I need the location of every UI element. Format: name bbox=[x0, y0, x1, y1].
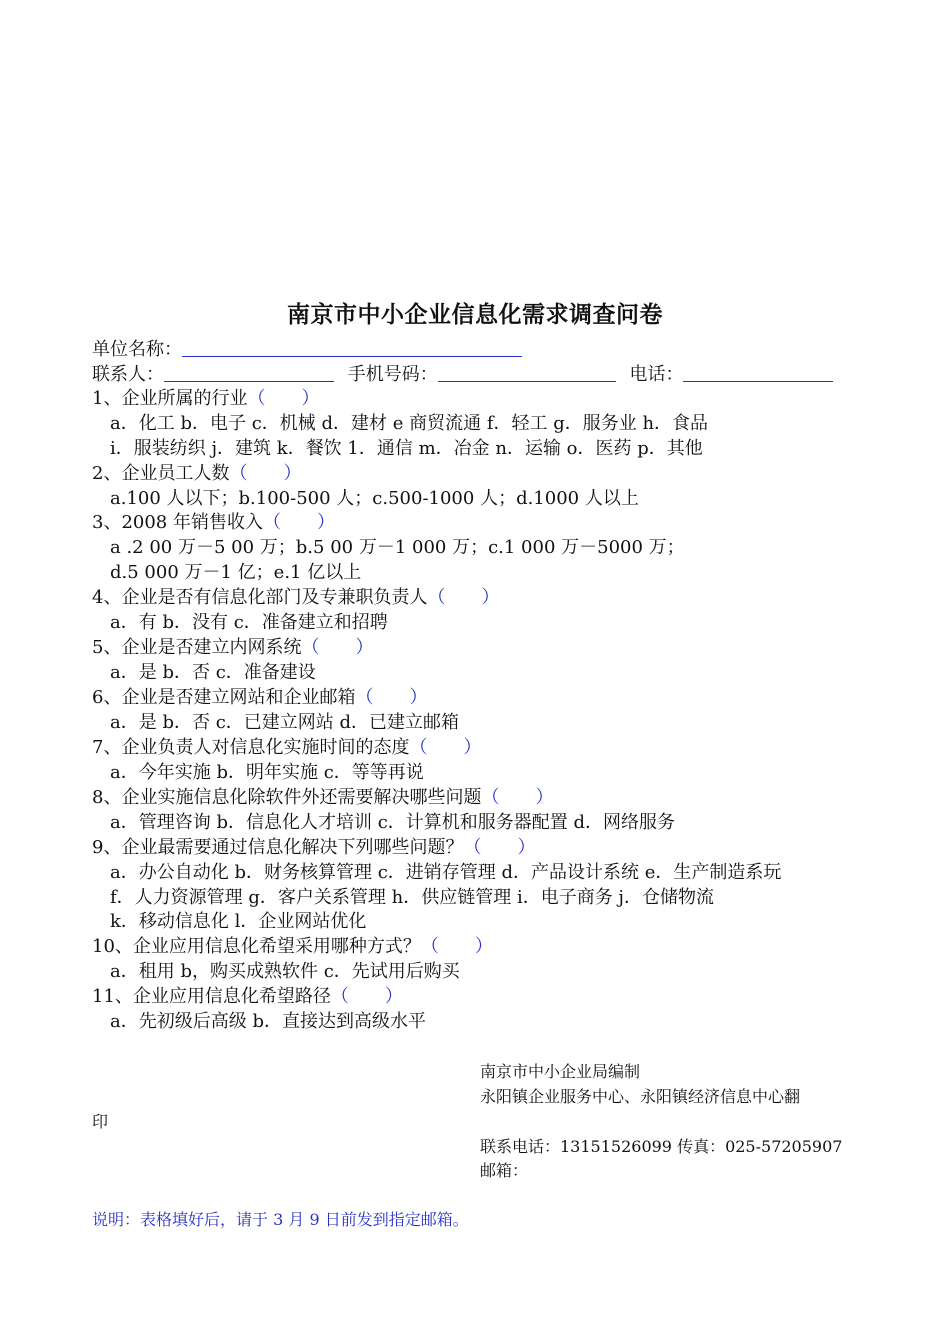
options-line: a．是 b．否 c．准备建设 bbox=[110, 662, 316, 683]
question-1 bbox=[92, 387, 319, 411]
compiled-by: 南京市中小企业局编制 bbox=[480, 1062, 641, 1081]
question-text: 10、企业应用信息化希望采用哪种方式？ bbox=[92, 936, 421, 957]
phone-label: 电话： bbox=[629, 364, 684, 385]
question-text: 4、企业是否有信息化部门及专兼职负责人 bbox=[92, 587, 428, 608]
question-6 bbox=[92, 686, 427, 710]
mobile-label: 手机号码： bbox=[347, 364, 438, 385]
question-text: 1、企业所属的行业 bbox=[92, 388, 248, 409]
question-text: 6、企业是否建立网站和企业邮箱 bbox=[92, 687, 356, 708]
phone-field[interactable] bbox=[683, 363, 833, 382]
instruction-note: 说明：表格填好后，请于 3 月 9 日前发到指定邮箱。 bbox=[92, 1210, 469, 1229]
contact-field[interactable] bbox=[164, 363, 334, 382]
question-3 bbox=[92, 511, 335, 535]
answer-blank[interactable]: （ ） bbox=[355, 687, 428, 708]
answer-blank[interactable]: （ ） bbox=[301, 637, 374, 658]
answer-blank[interactable]: （ ） bbox=[463, 837, 536, 858]
options-line: a.100 人以下；b.100-500 人；c.500-1000 人；d.1000 人以上 bbox=[110, 488, 639, 509]
question-8 bbox=[92, 786, 553, 810]
options-line: a．化工 b．电子 c．机械 d．建材 e 商贸流通 f．轻工 g．服务业 h．食品 bbox=[110, 413, 709, 434]
unit-name-field[interactable] bbox=[182, 338, 522, 357]
options-line: a．租用 b，购买成熟软件 c．先试用后购买 bbox=[110, 961, 460, 982]
question-4 bbox=[92, 586, 499, 610]
options-line: i．服装纺织 j．建筑 k．餐饮 1．通信 m．冶金 n．运输 o．医药 p．其他 bbox=[110, 438, 703, 459]
unit-name-row bbox=[92, 338, 522, 362]
unit-name-label: 单位名称： bbox=[92, 339, 182, 360]
question-text: 11、企业应用信息化希望路径 bbox=[92, 986, 331, 1007]
question-text: 9、企业最需要通过信息化解决下列哪些问题？ bbox=[92, 837, 464, 858]
options-line: a．今年实施 b．明年实施 c．等等再说 bbox=[110, 762, 424, 783]
options-line: d.5 000 万－1 亿；e.1 亿以上 bbox=[110, 562, 362, 583]
question-2 bbox=[92, 462, 301, 486]
question-7 bbox=[92, 736, 481, 760]
options-line: f．人力资源管理 g．客户关系管理 h．供应链管理 i．电子商务 j．仓储物流 bbox=[110, 887, 714, 908]
question-text: 8、企业实施信息化除软件外还需要解决哪些问题 bbox=[92, 787, 482, 808]
options-line: a．有 b．没有 c．准备建立和招聘 bbox=[110, 612, 388, 633]
question-text: 7、企业负责人对信息化实施时间的态度 bbox=[92, 737, 410, 758]
options-line: a .2 00 万－5 00 万；b.5 00 万－1 000 万；c.1 000 万－5000 万； bbox=[110, 537, 685, 558]
answer-blank[interactable]: （ ） bbox=[409, 737, 482, 758]
page-title: 南京市中小企业信息化需求调查问卷 bbox=[287, 301, 663, 328]
mobile-field[interactable] bbox=[438, 363, 616, 382]
printed-by-cont: 印 bbox=[92, 1112, 109, 1131]
printed-by: 永阳镇企业服务中心、永阳镇经济信息中心翻 bbox=[480, 1087, 801, 1106]
question-10 bbox=[92, 935, 493, 959]
contact-info: 联系电话：13151526099 传真：025-57205907 bbox=[480, 1137, 843, 1156]
question-text: 2、企业员工人数 bbox=[92, 463, 230, 484]
answer-blank[interactable]: （ ） bbox=[229, 463, 302, 484]
answer-blank[interactable]: （ ） bbox=[427, 587, 500, 608]
question-9 bbox=[92, 836, 535, 860]
answer-blank[interactable]: （ ） bbox=[481, 787, 554, 808]
options-line: a．管理咨询 b．信息化人才培训 c．计算机和服务器配置 d．网络服务 bbox=[110, 812, 676, 833]
answer-blank[interactable]: （ ） bbox=[420, 936, 493, 957]
question-11 bbox=[92, 985, 403, 1009]
question-text: 5、企业是否建立内网系统 bbox=[92, 637, 302, 658]
options-line: a．是 b．否 c．已建立网站 d．已建立邮箱 bbox=[110, 712, 460, 733]
answer-blank[interactable]: （ ） bbox=[262, 512, 335, 533]
question-text: 3、2008 年销售收入 bbox=[92, 512, 263, 533]
email-info: 邮箱： bbox=[480, 1161, 529, 1180]
contact-label: 联系人： bbox=[92, 364, 164, 385]
options-line: a．办公自动化 b．财务核算管理 c．进销存管理 d．产品设计系统 e．生产制造系玩 bbox=[110, 862, 782, 883]
contact-row bbox=[92, 363, 833, 387]
question-5 bbox=[92, 636, 373, 660]
answer-blank[interactable]: （ ） bbox=[330, 986, 403, 1007]
options-line: a．先初级后高级 b．直接达到高级水平 bbox=[110, 1011, 426, 1032]
options-line: k．移动信息化 l．企业网站优化 bbox=[110, 911, 367, 932]
answer-blank[interactable]: （ ） bbox=[247, 388, 320, 409]
